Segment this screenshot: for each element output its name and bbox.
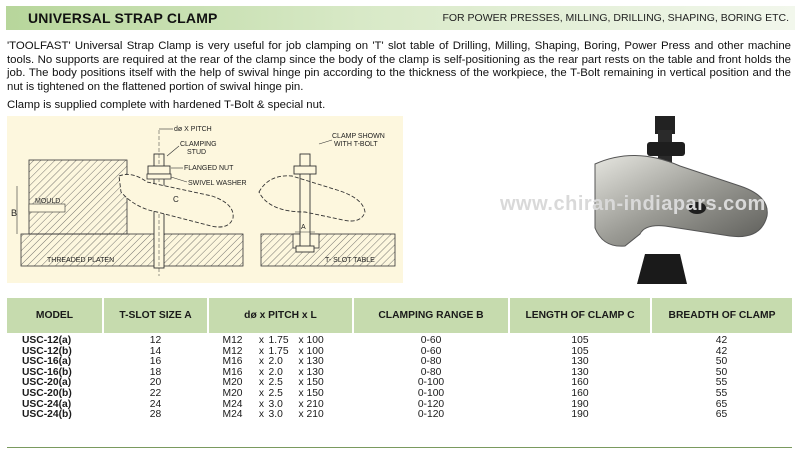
flanged-nut-label: FLANGED NUT: [184, 165, 234, 172]
cell-l: x 150: [298, 377, 324, 389]
cell-d: M16: [222, 356, 243, 368]
dimension-c-label: C: [173, 195, 179, 204]
table-bottom-rule: [7, 447, 792, 448]
cell-d-pitch-l: [208, 410, 353, 421]
table-body: [7, 333, 792, 421]
cell-clamping-range: 0-60: [420, 335, 442, 346]
cell-length: 190: [571, 409, 589, 421]
cell-tslot: 22: [149, 387, 162, 399]
cell-d-pitch-l: [208, 333, 353, 347]
cell-pitch: 3.0: [268, 409, 283, 421]
table-row: [7, 357, 792, 368]
cell-breadth: 55: [715, 387, 728, 399]
cell-x-sep: x: [258, 398, 265, 410]
cell-length: 160: [571, 377, 589, 389]
cell-d: M12: [222, 335, 243, 346]
cell-d: M20: [222, 377, 243, 389]
cell-d: M16: [222, 366, 243, 378]
cell-breadth: 50: [715, 356, 728, 368]
page-title: UNIVERSAL STRAP CLAMP: [28, 10, 218, 26]
flanged-nut: [148, 166, 170, 174]
cell-breadth: 65: [715, 409, 728, 421]
title-bar: [6, 6, 795, 30]
cell-model: USC-24(a): [22, 398, 72, 410]
cell-l: x 130: [298, 356, 324, 368]
cell-l: x 130: [298, 366, 324, 378]
cell-length: 130: [571, 366, 589, 378]
diagram-drawing: [7, 116, 403, 283]
cell-model: USC-20(a): [22, 377, 72, 389]
table-row: [7, 333, 792, 347]
cell-pitch: 1.75: [268, 335, 289, 346]
cell-breadth: 42: [715, 345, 728, 357]
cell-clamping-range: 0-100: [417, 377, 445, 389]
col-model-header: MODEL: [7, 298, 103, 333]
cell-model: USC-16(b): [22, 366, 72, 378]
cell-clamping-range: 0-60: [420, 345, 442, 357]
cell-length: 160: [571, 387, 589, 399]
cell-x-sep: x: [258, 409, 265, 421]
col-clamping-range-header: CLAMPING RANGE B: [353, 298, 509, 333]
cell-tslot: 14: [149, 345, 162, 357]
cell-clamping-range: 0-120: [417, 398, 445, 410]
cell-pitch: 2.0: [268, 356, 283, 368]
cell-model: USC-12(a): [22, 335, 72, 346]
cell-length: 105: [571, 335, 589, 346]
cell-length: 190: [571, 398, 589, 410]
cell-clamping-range: 0-80: [420, 356, 442, 368]
technical-diagram: [7, 116, 403, 283]
dimension-a-label: A: [301, 224, 306, 231]
cell-x-sep: x: [258, 387, 265, 399]
col-d-pitch-l-header: dø x PITCH x L: [208, 298, 353, 333]
cell-d: M12: [222, 345, 243, 357]
cell-clamping-range: 0-80: [420, 366, 442, 378]
cell-model: USC-24(b): [22, 409, 72, 421]
specification-table: [7, 298, 792, 421]
cell-tslot: 24: [149, 398, 162, 410]
cell-breadth: 65: [715, 398, 728, 410]
tslot-table-label: T- SLOT TABLE: [325, 257, 375, 264]
table-row: [7, 400, 792, 411]
clamp-shown-label: CLAMP SHOWN: [332, 133, 385, 140]
cell-pitch: 1.75: [268, 345, 289, 357]
product-description: 'TOOLFAST' Universal Strap Clamp is very useful for job clamping on 'T' slot table of Drilling, Milling, Shaping, Boring, Power Press and other machine tools. No supports are required at the rear of the clamp since the body of the clamp is self-positioning as the rear part rests on the table and front holds the job. The body positions itself with the help of swival hinge pin according to the thickness of the workpiece, the T-Bolt remaining in vertical position and the nut is tightened on the flattened portion of swival hinge pin.: [7, 40, 791, 93]
cell-tslot: 18: [149, 366, 162, 378]
cell-d-pitch-l: [208, 389, 353, 400]
cell-model: USC-20(b): [22, 387, 72, 399]
col-length-header: LENGTH OF CLAMP C: [509, 298, 651, 333]
cell-clamping-range: 0-100: [417, 387, 445, 399]
mould-label: MOULD: [35, 198, 61, 205]
cell-l: x 210: [298, 409, 324, 421]
clamp-outline-right: [259, 176, 365, 221]
cell-d: M24: [222, 409, 243, 421]
page-subtitle: FOR POWER PRESSES, MILLING, DRILLING, SHAPING, BORING ETC.: [442, 12, 789, 24]
threaded-platen-label: THREADED PLATEN: [47, 257, 115, 264]
cell-pitch: 2.5: [268, 377, 283, 389]
cell-x-sep: x: [258, 345, 265, 357]
table-row: [7, 410, 792, 421]
cell-l: x 210: [298, 398, 324, 410]
cell-tslot: 28: [149, 409, 162, 421]
mould-block: [29, 160, 127, 234]
table-row: [7, 378, 792, 389]
with-tbolt-label: WITH T-BOLT: [334, 141, 378, 148]
cell-length: 105: [571, 345, 589, 357]
cell-x-sep: x: [258, 335, 265, 346]
table-header-row: [7, 298, 792, 333]
cell-length: 130: [571, 356, 589, 368]
cell-pitch: 2.0: [268, 366, 283, 378]
watermark-text: www.chiran-indiapars.com: [500, 193, 766, 215]
cell-tslot: 16: [149, 356, 162, 368]
table-row: [7, 347, 792, 358]
swivel-washer: [147, 174, 171, 179]
table-row: [7, 389, 792, 400]
cell-d: M24: [222, 398, 243, 410]
cell-tslot: 20: [149, 377, 162, 389]
cell-model: USC-12(b): [22, 345, 72, 357]
dimension-b-label: B: [11, 208, 18, 218]
cell-model: USC-16(a): [22, 356, 72, 368]
cell-x-sep: x: [258, 366, 265, 378]
cell-tslot: 12: [149, 335, 162, 346]
clamping-stud-label: CLAMPING: [180, 141, 217, 148]
cell-clamping-range: 0-120: [417, 409, 445, 421]
cell-l: x 150: [298, 387, 324, 399]
col-breadth-header: BREADTH OF CLAMP: [651, 298, 792, 333]
swivel-washer-label: SWIVEL WASHER: [188, 180, 247, 187]
cell-l: x 100: [298, 335, 324, 346]
cell-x-sep: x: [258, 356, 265, 368]
cell-breadth: 55: [715, 377, 728, 389]
cell-pitch: 3.0: [268, 398, 283, 410]
cell-d: M20: [222, 387, 243, 399]
pitch-label: dø X PITCH: [174, 126, 212, 133]
supply-note: Clamp is supplied complete with hardened T-Bolt & special nut.: [7, 99, 326, 111]
cell-x-sep: x: [258, 377, 265, 389]
cell-breadth: 42: [715, 335, 728, 346]
col-tslot-header: T-SLOT SIZE A: [103, 298, 208, 333]
table-row: [7, 368, 792, 379]
cell-pitch: 2.5: [268, 387, 283, 399]
clamping-stud-label-2: STUD: [187, 149, 207, 156]
cell-l: x 100: [298, 345, 324, 357]
cell-breadth: 50: [715, 366, 728, 378]
